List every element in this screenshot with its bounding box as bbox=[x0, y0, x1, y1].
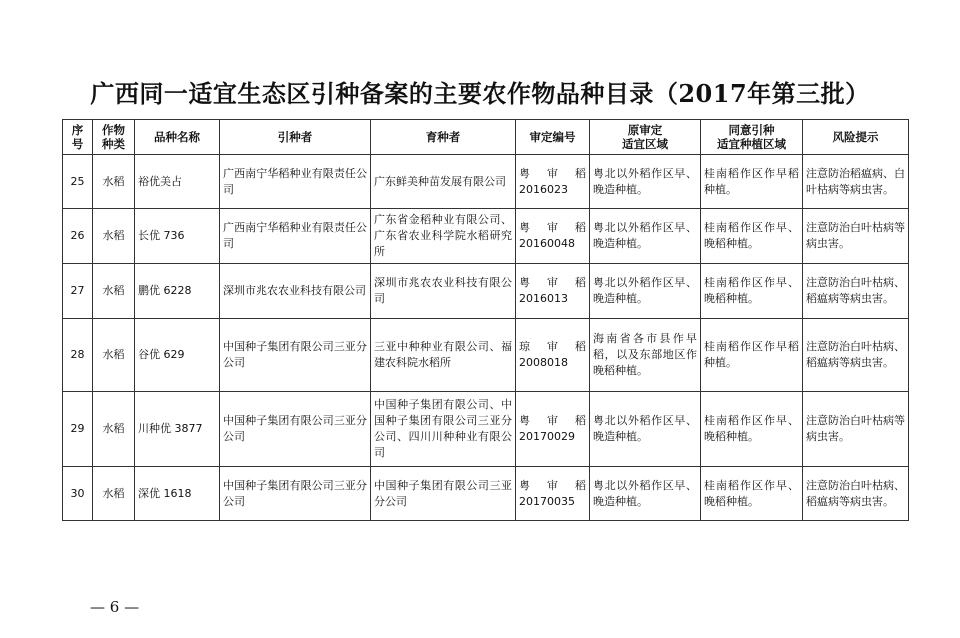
original-region: 粤北以外稻作区早、晚造种植。 bbox=[590, 155, 701, 209]
header-introducer bbox=[220, 120, 371, 155]
approval-number: 粤审稻20160048 bbox=[516, 209, 590, 264]
table-row bbox=[63, 392, 909, 467]
header-crop bbox=[93, 120, 135, 155]
variety-name: 深优 1618 bbox=[135, 467, 220, 521]
crop-type: 水稻 bbox=[93, 319, 135, 392]
header-line: 序 bbox=[71, 123, 84, 137]
header-new-region bbox=[701, 120, 803, 155]
header-no bbox=[63, 120, 93, 155]
risk-note: 注意防治稻瘟病、白叶枯病等病虫害。 bbox=[803, 155, 909, 209]
header-risk bbox=[803, 120, 909, 155]
approved-region: 桂南稻作区作早、晚稻种植。 bbox=[701, 264, 803, 319]
row-number: 25 bbox=[63, 155, 93, 209]
crop-type: 水稻 bbox=[93, 209, 135, 264]
approved-region: 桂南稻作区作早稻种植。 bbox=[701, 319, 803, 392]
variety-name: 川种优 3877 bbox=[135, 392, 220, 467]
table-row bbox=[63, 319, 909, 392]
variety-name: 长优 736 bbox=[135, 209, 220, 264]
table-body bbox=[63, 155, 909, 521]
header-line: 品种名称 bbox=[154, 130, 200, 144]
risk-note: 注意防治白叶枯病等病虫害。 bbox=[803, 392, 909, 467]
crop-type: 水稻 bbox=[93, 155, 135, 209]
row-number: 28 bbox=[63, 319, 93, 392]
header-line: 引种者 bbox=[277, 130, 313, 144]
risk-note: 注意防治白叶枯病、稻瘟病等病虫害。 bbox=[803, 467, 909, 521]
header-line: 同意引种 bbox=[728, 123, 775, 137]
original-region: 粤北以外稻作区早、晚造种植。 bbox=[590, 392, 701, 467]
table-row bbox=[63, 467, 909, 521]
variety-name: 谷优 629 bbox=[135, 319, 220, 392]
table-row bbox=[63, 264, 909, 319]
original-region: 粤北以外稻作区早、晚造种植。 bbox=[590, 209, 701, 264]
document-title: 广西同一适宜生态区引种备案的主要农作物品种目录（2017年第三批） bbox=[90, 79, 870, 108]
approved-region: 桂南稻作区作早、晚稻种植。 bbox=[701, 392, 803, 467]
introducer: 广西南宁华稻种业有限责任公司 bbox=[220, 209, 371, 264]
approval-number: 琼审稻2008018 bbox=[516, 319, 590, 392]
header-line: 适宜种植区域 bbox=[717, 137, 786, 151]
original-region: 粤北以外稻作区早、晚造种植。 bbox=[590, 264, 701, 319]
header-orig-region bbox=[590, 120, 701, 155]
breeder: 广东鲜美种苗发展有限公司 bbox=[371, 155, 516, 209]
header-line: 原审定 bbox=[627, 123, 663, 137]
approval-number: 粤审稻2016023 bbox=[516, 155, 590, 209]
header-approval bbox=[516, 120, 590, 155]
risk-note: 注意防治白叶枯病、稻瘟病等病虫害。 bbox=[803, 319, 909, 392]
variety-name: 鹏优 6228 bbox=[135, 264, 220, 319]
header-line: 育种者 bbox=[425, 130, 461, 144]
breeder: 深圳市兆农农业科技有限公司 bbox=[371, 264, 516, 319]
breeder: 广东省金稻种业有限公司、广东省农业科学院水稻研究所 bbox=[371, 209, 516, 264]
row-number: 26 bbox=[63, 209, 93, 264]
row-number: 27 bbox=[63, 264, 93, 319]
crop-type: 水稻 bbox=[93, 467, 135, 521]
header-variety bbox=[135, 120, 220, 155]
page-number: — 6 — bbox=[90, 598, 140, 616]
introducer: 广西南宁华稻种业有限责任公司 bbox=[220, 155, 371, 209]
introducer: 中国种子集团有限公司三亚分公司 bbox=[220, 392, 371, 467]
row-number: 29 bbox=[63, 392, 93, 467]
table-header-row bbox=[63, 120, 909, 155]
row-number: 30 bbox=[63, 467, 93, 521]
approval-number: 粤审稻20170029 bbox=[516, 392, 590, 467]
original-region: 粤北以外稻作区早、晚造种植。 bbox=[590, 467, 701, 521]
approved-region: 桂南稻作区作早、晚稻种植。 bbox=[701, 467, 803, 521]
header-line: 作物 bbox=[102, 123, 125, 137]
table-row bbox=[63, 155, 909, 209]
header-line: 风险提示 bbox=[832, 130, 879, 144]
introducer: 中国种子集团有限公司三亚分公司 bbox=[220, 319, 371, 392]
approval-number: 粤审稻20170035 bbox=[516, 467, 590, 521]
crop-type: 水稻 bbox=[93, 264, 135, 319]
introducer: 中国种子集团有限公司三亚分公司 bbox=[220, 467, 371, 521]
approved-region: 桂南稻作区作早、晚稻种植。 bbox=[701, 209, 803, 264]
header-breeder bbox=[371, 120, 516, 155]
approved-region: 桂南稻作区作早稻种植。 bbox=[701, 155, 803, 209]
header-line: 种类 bbox=[102, 137, 125, 151]
table-row bbox=[63, 209, 909, 264]
approval-number: 粤审稻2016013 bbox=[516, 264, 590, 319]
variety-name: 裕优美占 bbox=[135, 155, 220, 209]
breeder: 三亚中种种业有限公司、福建农科院水稻所 bbox=[371, 319, 516, 392]
introducer: 深圳市兆农农业科技有限公司 bbox=[220, 264, 371, 319]
risk-note: 注意防治白叶枯病、稻瘟病等病虫害。 bbox=[803, 264, 909, 319]
header-line: 号 bbox=[71, 137, 84, 151]
original-region: 海南省各市县作早稻，以及东部地区作晚稻种植。 bbox=[590, 319, 701, 392]
header-line: 审定编号 bbox=[529, 130, 576, 144]
breeder: 中国种子集团有限公司三亚分公司 bbox=[371, 467, 516, 521]
header-line: 适宜区域 bbox=[622, 137, 668, 151]
breeder: 中国种子集团有限公司、中国种子集团有限公司三亚分公司、四川川种种业有限公司 bbox=[371, 392, 516, 467]
variety-table bbox=[62, 119, 909, 521]
risk-note: 注意防治白叶枯病等病虫害。 bbox=[803, 209, 909, 264]
crop-type: 水稻 bbox=[93, 392, 135, 467]
